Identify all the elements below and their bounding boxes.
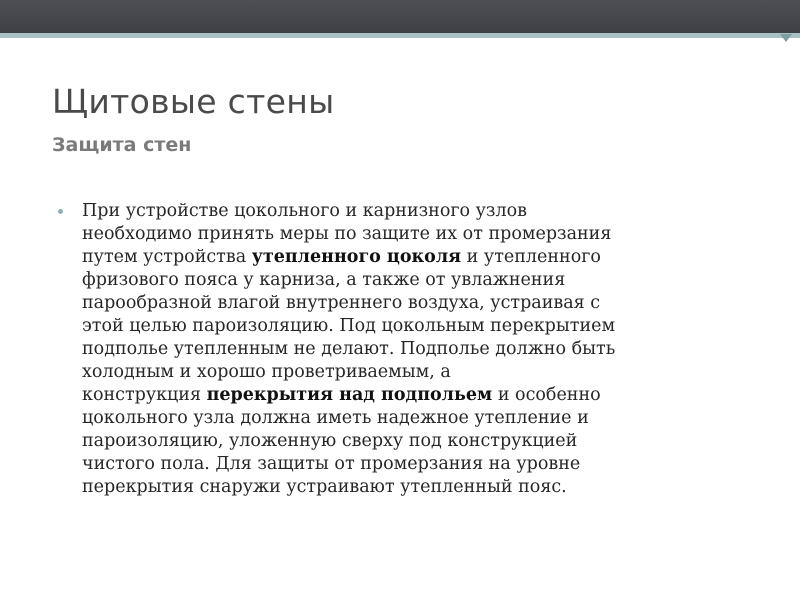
text-run: и утепленного: [461, 247, 601, 267]
text-run: конструкция: [82, 385, 207, 405]
text-line: подполье утепленным не делают. Подполье должно быть: [82, 339, 616, 359]
text-line: необходимо принять меры по защите их от промерзания: [82, 224, 612, 244]
bullet-dot-icon: [58, 209, 63, 214]
text-run: и особенно: [492, 385, 601, 405]
text-line: этой целью пароизоляцию. Под цокольным перекрытием: [82, 316, 616, 336]
list-item: [52, 200, 752, 499]
text-run: путем устройства: [82, 247, 252, 267]
text-line: фризового пояса у карниза, а также от увлажнения: [82, 270, 566, 290]
text-line: перекрытия снаружи устраивают утепленный пояс.: [82, 477, 567, 497]
corner-triangle-icon: [780, 34, 792, 42]
slide-title: Щитовые стены: [52, 82, 335, 121]
bullet-list: [52, 200, 752, 499]
text-line: [82, 246, 752, 269]
text-line: пароизоляцию, уложенную сверху под конструкцией: [82, 431, 578, 451]
text-line: холодным и хорошо проветриваемым, а: [82, 362, 451, 382]
text-line: чистого пола. Для защиты от промерзания на уровне: [82, 454, 581, 474]
text-line: цокольного узла должна иметь надежное утепление и: [82, 408, 589, 428]
emphasis-floor-over-underfloor: перекрытия над подпольем: [206, 385, 493, 405]
emphasis-warm-plinth: утепленного цоколя: [251, 247, 462, 267]
accent-line: [0, 33, 800, 38]
header-band: [0, 0, 800, 33]
slide-subtitle: Защита стен: [52, 134, 192, 156]
text-line: [82, 384, 752, 407]
text-line: парообразной влагой внутреннего воздуха, устраивая с: [82, 293, 601, 313]
text-line: При устройстве цокольного и карнизного узлов: [82, 201, 527, 221]
